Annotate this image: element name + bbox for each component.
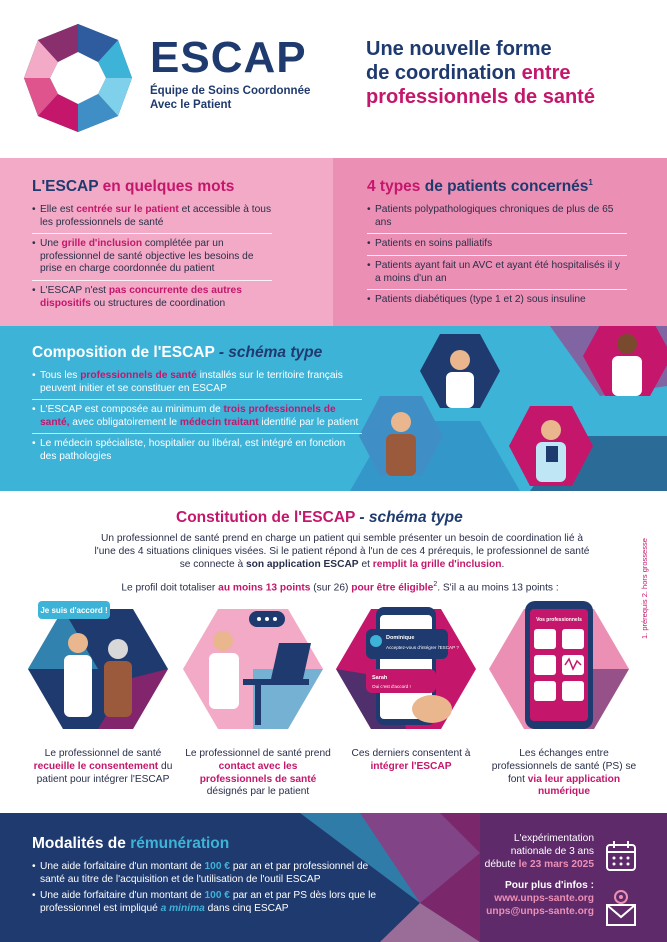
para-highlight: pour être éligible [351, 582, 434, 594]
brand-subtitle-line-2: Avec le Patient [150, 99, 232, 111]
chat-name: Sarah [372, 675, 388, 681]
patients-panel [333, 158, 667, 326]
para-text: . [501, 558, 505, 570]
email-link[interactable]: unps@unps-sante.org [486, 905, 594, 917]
remuneration-title-text: Modalités de [32, 835, 131, 852]
step-consent [28, 599, 178, 786]
escap-logo-icon [22, 22, 134, 134]
list-item: • Patients ayant fait un AVC et ayant été hospitalisés il y a moins d'un an [367, 260, 627, 290]
para-text: et [358, 558, 373, 570]
item-highlight: trois professionnels de santé, [40, 404, 336, 428]
intro-section [0, 158, 667, 326]
constitution-section [0, 491, 667, 813]
chat-name: Dominique [386, 635, 415, 641]
item-text: Une aide forfaitaire d'un montant de [40, 861, 205, 872]
mail-icon [604, 889, 638, 927]
caption-text: du patient pour intégrer l'ESCAP [36, 760, 173, 785]
mots-title-text: L'ESCAP [32, 178, 103, 195]
patients-title-text: de patients concernés [424, 178, 589, 196]
list-item: • Patients en soins palliatifs [367, 238, 627, 256]
item-highlight: professionnels de santé [80, 370, 197, 381]
brand-name: ESCAP [150, 33, 307, 82]
doctor-hexagon [420, 334, 500, 408]
list-item [32, 285, 272, 310]
list-item [32, 238, 272, 281]
exp-line: L'expérimentation [513, 833, 594, 844]
para-text: . S'il a au moins 13 points : [437, 582, 559, 594]
footnote-text: 1. prérequis 2. hors grossesse [640, 538, 649, 639]
calendar-icon [604, 839, 638, 873]
composition-text [32, 344, 362, 468]
brand [150, 33, 311, 112]
constitution-title-text: Constitution de l'ESCAP [176, 509, 360, 526]
para-text: Un professionnel de santé prend en charge un patient qui semble présenter un besoin de coordination lié à l'une des 4 situations cliniques visées. Si le patient répond à l'un de ces 4 prérequis, le professionnel de santé se connecte à [94, 533, 590, 570]
list-item [32, 438, 362, 463]
composition-title [32, 344, 362, 362]
list-item [32, 890, 392, 915]
item-text: avec obligatoirement le [69, 416, 180, 428]
caption-text: Le professionnel de santé prend [185, 748, 331, 759]
item-highlight: pas concurrente des autres dispositifs [40, 284, 242, 309]
app-illustration [489, 599, 629, 739]
list-item [32, 204, 272, 234]
chat-message: Oui c'est d'accord ! [372, 684, 411, 689]
header [0, 0, 667, 158]
headline-line-1: Une nouvelle forme [366, 38, 552, 60]
remuneration-title [32, 835, 229, 853]
step-caption [183, 748, 333, 799]
eligibility-line [60, 581, 620, 593]
remuneration-title-accent: rémunération [130, 835, 230, 852]
experimentation-info [484, 833, 594, 871]
composition-section [0, 326, 667, 491]
item-text: installés sur le territoire français peuvent initier et se constituer en ESCAP [40, 370, 343, 394]
item-text: Le médecin spécialiste, hospitalier ou libéral, est intégré en fonction des pathologies [40, 438, 346, 462]
headline [366, 37, 656, 109]
item-highlight: 100 € [204, 861, 230, 872]
constitution-paragraph [92, 533, 592, 571]
consent-bubble-text: Je suis d'accord ! [40, 606, 108, 615]
patients-list [367, 204, 627, 307]
item-text: dans cinq ESCAP [204, 902, 289, 914]
item-text: et accessible à tous les professionnels de santé [40, 204, 272, 228]
list-item: • Patients diabétiques (type 1 et 2) sous insuline [367, 294, 627, 307]
step-app [489, 599, 639, 799]
para-highlight: au moins 13 points [218, 582, 311, 594]
exp-line [484, 859, 594, 872]
exp-text: débute [484, 858, 519, 870]
item-text: L'ESCAP est composée au minimum de [40, 404, 224, 416]
list-item [32, 370, 362, 400]
headline-text: de coordination [366, 62, 522, 84]
mots-panel [0, 158, 333, 326]
item-highlight: a minima [160, 902, 205, 914]
contact-label: Pour plus d'infos : [504, 880, 594, 891]
footnote-ref: 1 [588, 178, 593, 187]
brand-subtitle [150, 84, 310, 112]
para-bold: son application ESCAP [245, 558, 359, 570]
exp-date: le 23 mars 2025 [518, 858, 594, 870]
team-illustration [350, 326, 667, 491]
contact-info [478, 880, 594, 918]
caption-text: Le professionnel de santé [44, 748, 162, 759]
composition-title-italic: - schéma type [218, 344, 323, 361]
item-text: Une aide forfaitaire d'un montant de [40, 890, 205, 902]
item-text: Elle est [40, 204, 77, 215]
headline-accent: entre [521, 62, 571, 84]
list-item [32, 404, 362, 434]
mots-title [32, 178, 333, 196]
item-text: complétée par un professionnel de santé objective les besoins de prise en charge coordonnée du patient [40, 238, 254, 275]
exp-line: nationale de 3 ans [510, 845, 594, 857]
brand-subtitle-line-1: Équipe de Soins Coordonnée [150, 85, 311, 97]
item-text: Une [40, 238, 62, 250]
constitution-title [176, 509, 463, 527]
item-text: L'ESCAP n'est [40, 284, 109, 296]
item-highlight: grille d'inclusion [61, 238, 143, 250]
step-accept [336, 599, 486, 774]
composition-list [32, 370, 362, 464]
patients-title-accent: 4 types [367, 178, 425, 196]
list-item: • Patients polypathologiques chroniques de plus de 65 ans [367, 204, 627, 234]
step-caption [489, 748, 639, 799]
item-highlight: médecin traitant [179, 416, 259, 428]
remuneration-section [0, 813, 667, 942]
mots-title-accent: en quelques mots [102, 178, 235, 195]
caption-highlight: contact avec les professionnels de santé [199, 760, 317, 785]
app-header-text: Vos professionnels [536, 617, 582, 623]
mots-list [32, 204, 272, 310]
caption-highlight: recueille le consentement [33, 760, 159, 772]
list-item [32, 861, 392, 886]
accept-illustration [336, 599, 476, 739]
item-text: Tous les [40, 370, 81, 381]
step-caption [336, 748, 486, 774]
chat-message: Acceptez-vous d'intégrer l'ESCAP ? [386, 645, 459, 650]
constitution-title-italic: - schéma type [359, 509, 463, 526]
composition-title-text: Composition de l'ESCAP [32, 344, 219, 361]
item-text: par an et par PS dès lors que le professionnel est impliqué [40, 890, 377, 914]
item-highlight: centrée sur le patient [76, 204, 179, 215]
step-contact [183, 599, 333, 799]
para-text: Le profil doit totaliser [121, 582, 219, 594]
step-caption [28, 748, 178, 786]
item-text: identifié par le patient [258, 416, 359, 428]
caption-text: désignés par le patient [206, 786, 310, 798]
headline-line-2 [366, 61, 656, 85]
footnote [640, 519, 652, 639]
website-link[interactable]: www.unps-sante.org [494, 892, 594, 904]
caption-text: Ces derniers consentent à [351, 748, 471, 759]
caption-highlight: via leur application numérique [527, 773, 621, 798]
contact-illustration [183, 599, 323, 739]
footnote-ref: 2 [433, 581, 438, 588]
headline-line-3: professionnels de santé [366, 86, 595, 108]
patients-title [367, 178, 653, 196]
item-text: ou structures de coordination [90, 297, 226, 309]
item-text: par an et par professionnel de santé au titre de l'acquisition et de l'utilisation de l'outil ESCAP [40, 861, 369, 885]
para-highlight: remplit la grille d'inclusion [372, 558, 502, 570]
item-highlight: 100 € [204, 890, 230, 902]
remuneration-list [32, 861, 392, 919]
consent-illustration [28, 599, 168, 739]
para-text: (sur 26) [310, 582, 352, 594]
caption-text: Les échanges entre professionnels de santé (PS) se font [491, 748, 637, 785]
caption-highlight: intégrer l'ESCAP [370, 760, 452, 772]
